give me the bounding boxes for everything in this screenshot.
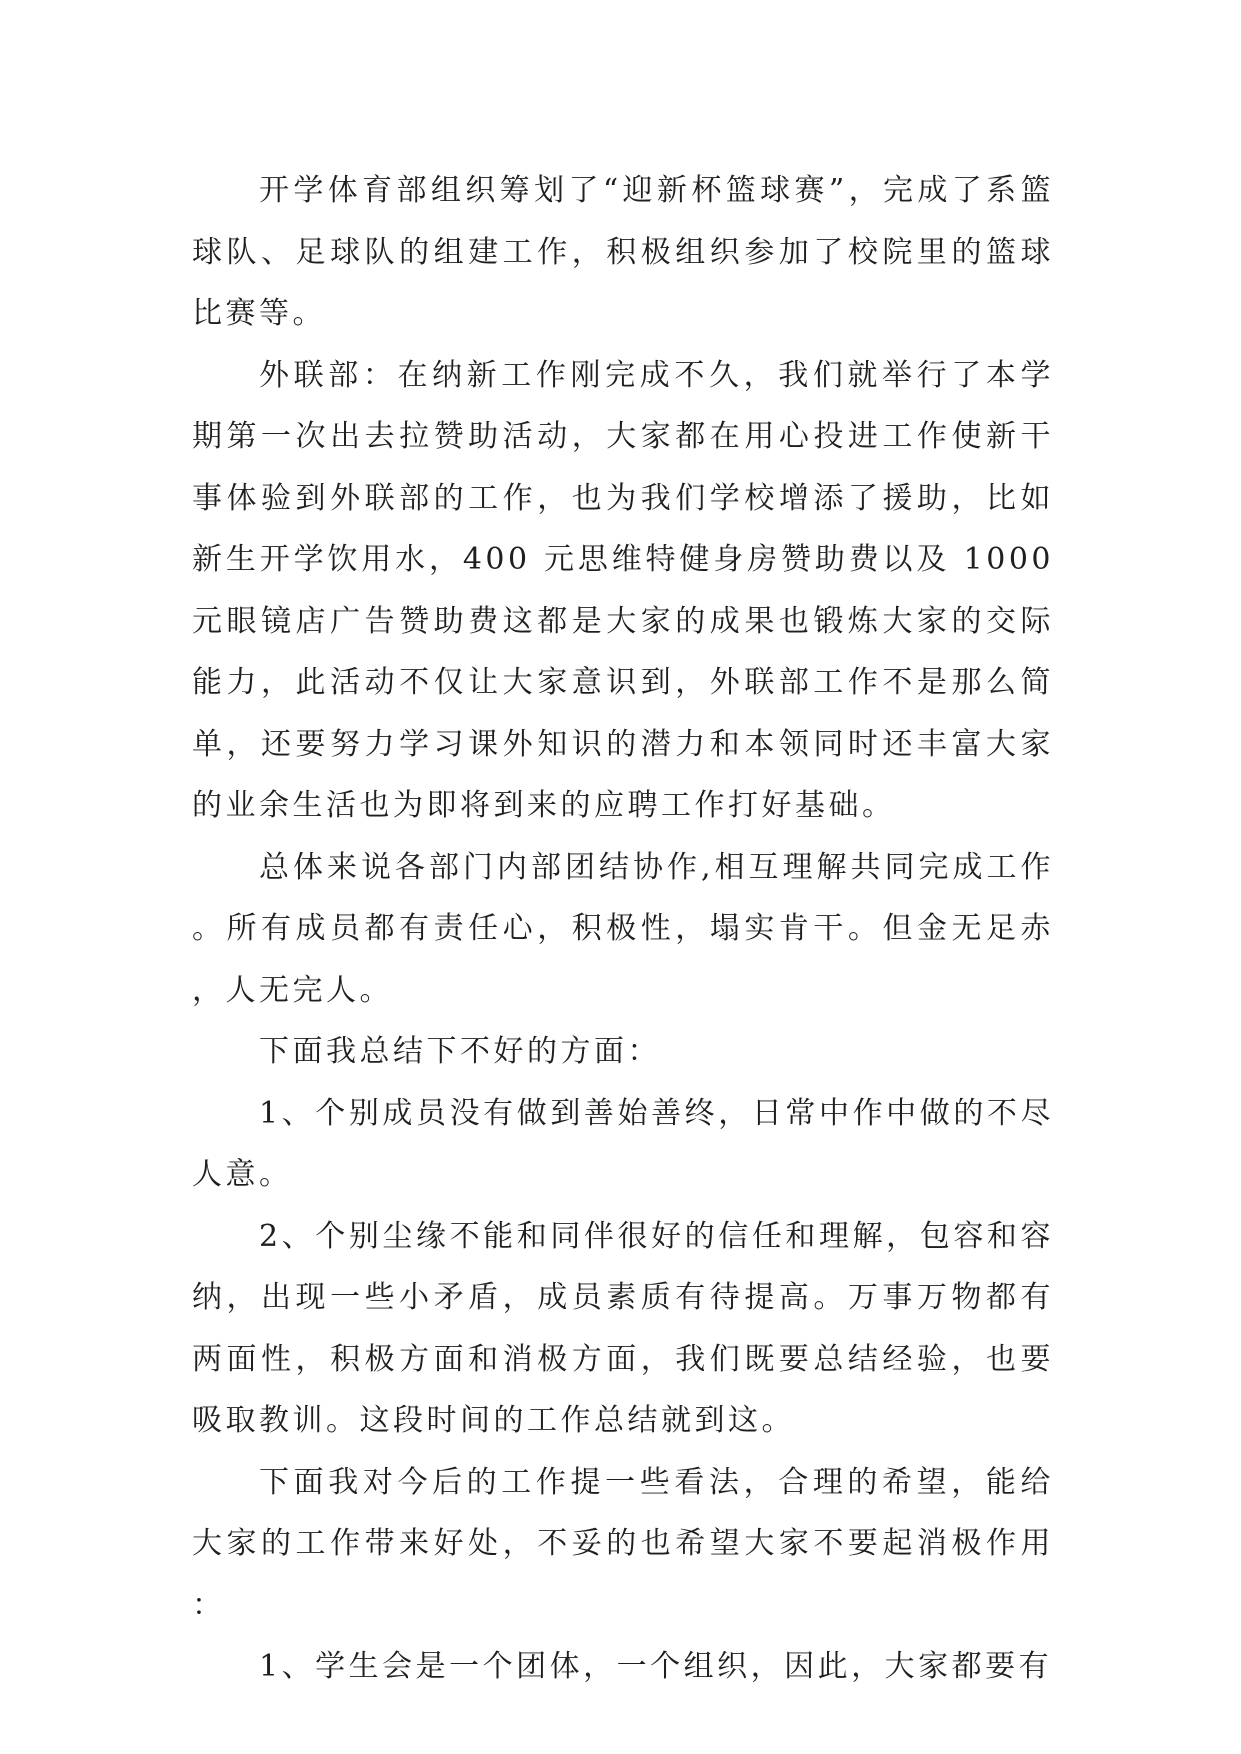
paragraph-sports-department: 开学体育部组织筹划了“迎新杯篮球赛”，完成了系篮球队、足球队的组建工作，积极组织参加了校院里的篮球比赛等。 — [192, 173, 1054, 331]
paragraph-shortcomings-intro: 下面我总结下不好的方面： — [259, 1034, 661, 1069]
paragraph-overall-summary: 总体来说各部门内部团结协作,相互理解共同完成工作。所有成员都有责任心，积极性，塌实肯干。但金无足赤，人无完人。 — [192, 849, 1054, 1008]
paragraph-shortcoming-2: 2、个别尘缘不能和同伴很好的信任和理解，包容和容纳，出现一些小矛盾，成员素质有待提高。万事万物都有两面性，积极方面和消极方面，我们既要总结经验，也要吸取教训。这段时间的工作总结就到这。 — [192, 1218, 1054, 1438]
paragraph-suggestions-intro: 下面我对今后的工作提一些看法，合理的希望，能给大家的工作带来好处，不妥的也希望大家不要起消极作用： — [192, 1464, 1054, 1623]
document-body — [192, 160, 1054, 1698]
paragraph-suggestion-1: 1、学生会是一个团体，一个组织，因此，大家都要有 — [259, 1649, 1053, 1684]
paragraph-external-relations: 外联部：在纳新工作刚完成不久，我们就举行了本学期第一次出去拉赞助活动，大家都在用心投进工作使新干事体验到外联部的工作，也为我们学校增添了援助，比如新生开学饮用水，400 元思维特健身房赞助费以及 1000 元眼镜店广告赞助费这都是大家的成果也锻炼大家的交际能力，此活动不仅让大家意识到，外联部工作不是那么简单，还要努力学习课外知识的潜力和本领同时还丰富大家的业余生活也为即将到来的应聘工作打好基础。 — [192, 357, 1054, 823]
paragraph-shortcoming-1: 1、个别成员没有做到善始善终，日常中作中做的不尽人意。 — [192, 1095, 1054, 1192]
